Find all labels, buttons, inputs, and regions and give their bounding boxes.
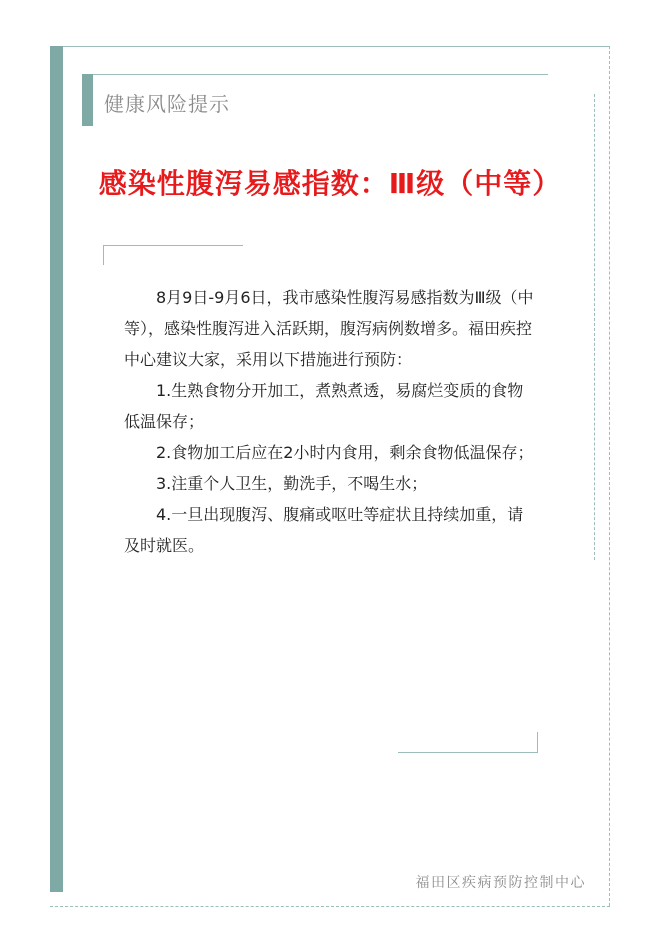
page-title: 感染性腹泻易感指数：Ⅲ级（中等） (98, 167, 562, 200)
frame-bottom-line (50, 906, 610, 907)
measure-item-4: 4.一旦出现腹泻、腹痛或呕吐等症状且持续加重，请及时就医。 (124, 505, 524, 555)
corner-bracket-bottom-right-vertical (537, 732, 538, 752)
header-accent-bar (82, 74, 93, 126)
footer-organization: 福田区疾病预防控制中心 (415, 875, 586, 891)
measure-item-1: 1.生熟食物分开加工，煮熟煮透，易腐烂变质的食物低温保存； (124, 381, 524, 431)
measure-item-2: 2.食物加工后应在2小时内食用，剩余食物低温保存； (156, 443, 534, 462)
measure-item-3: 3.注重个人卫生，勤洗手，不喝生水； (156, 474, 428, 493)
intro-paragraph: 8月9日-9月6日，我市感染性腹泻易感指数为Ⅲ级（中等），感染性腹泻进入活跃期，腹泻病例数增多。福田疾控中心建议大家，采用以下措施进行预防： (124, 288, 534, 369)
advisory-body (124, 282, 536, 561)
section-label: 健康风险提示 (104, 92, 230, 116)
corner-bracket-bottom-right (398, 752, 538, 753)
corner-bracket-top-left (103, 245, 243, 246)
header-top-line (93, 74, 548, 75)
corner-bracket-top-left-vertical (103, 245, 104, 265)
frame-top-line (63, 46, 610, 47)
